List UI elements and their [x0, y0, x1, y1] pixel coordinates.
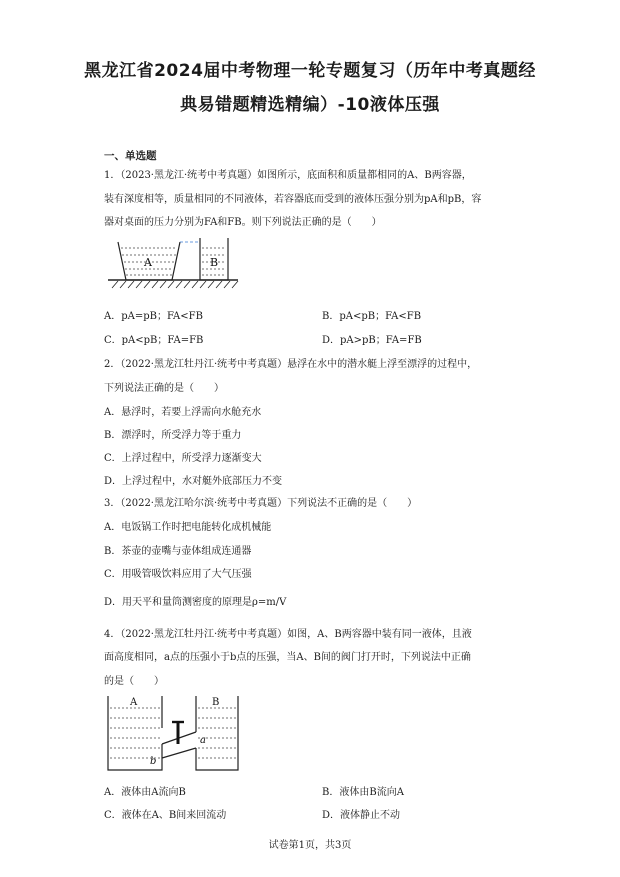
q3-option-d[interactable]: D．用天平和量筒测密度的原理是ρ=m/V: [104, 597, 287, 608]
q2-option-a[interactable]: A．悬浮时，若要上浮需向水舱充水: [104, 407, 262, 418]
q1-option-c[interactable]: C．pA<pB；FA=FB: [104, 335, 204, 346]
q4-option-d[interactable]: D．液体静止不动: [322, 810, 401, 821]
q4-fig-point-b: b: [150, 756, 157, 767]
q3-option-b[interactable]: B．茶壶的壶嘴与壶体组成连通器: [104, 546, 252, 557]
q1-text-line1: 1．（2023·黑龙江·统考中考真题）如图所示，底面积和质量都相同的A、B两容器，: [104, 170, 472, 181]
q1-option-b[interactable]: B．pA<pB；FA<FB: [322, 311, 422, 322]
q1-fig-label-a: A: [144, 256, 152, 269]
q1-option-d[interactable]: D．pA>pB；FA=FB: [322, 335, 422, 346]
q2-option-b[interactable]: B．漂浮时，所受浮力等于重力: [104, 430, 242, 441]
q4-text-line2: 面高度相同，a点的压强小于b点的压强，当A、B间的阀门打开时，下列说法中正确: [104, 652, 471, 663]
section-heading: 一、单选题: [104, 150, 157, 162]
q1-figure: [104, 236, 244, 294]
q4-fig-label-b: B: [212, 697, 220, 708]
doc-title-line2: 典易错题精选精编）-10液体压强: [180, 95, 440, 115]
q4-option-a[interactable]: A．液体由A流向B: [104, 787, 186, 798]
q4-option-b[interactable]: B．液体由B流向A: [322, 787, 404, 798]
q4-option-c[interactable]: C．液体在A、B间来回流动: [104, 810, 227, 821]
q4-figure: [104, 692, 244, 774]
q1-text-line2: 装有深度相等，质量相同的不同液体，若容器底而受到的液体压强分别为pA和pB，容: [104, 194, 482, 205]
q1-text-line3: 器对桌面的压力分别为FA和FB。则下列说法正确的是（ ）: [104, 217, 382, 228]
doc-title-line1: 黑龙江省2024届中考物理一轮专题复习（历年中考真题经: [84, 61, 536, 81]
page-footer: 试卷第1页，共3页: [268, 840, 352, 851]
q2-text-line1: 2．（2022·黑龙江牡丹江·统考中考真题）悬浮在水中的潜水艇上浮至漂浮的过程中，: [104, 359, 478, 370]
q2-option-c[interactable]: C．上浮过程中，所受浮力逐渐变大: [104, 453, 262, 464]
q1-option-a[interactable]: A．pA=pB；FA<FB: [104, 311, 203, 322]
q4-text-line3: 的是（ ）: [104, 676, 164, 687]
q3-option-a[interactable]: A．电饭锅工作时把电能转化成机械能: [104, 522, 272, 533]
q3-option-c[interactable]: C．用吸管吸饮料应用了大气压强: [104, 569, 252, 580]
q2-text-line2: 下列说法正确的是（ ）: [104, 383, 224, 394]
q4-text-line1: 4．（2022·黑龙江牡丹江·统考中考真题）如图，A、B两容器中装有同一液体，且液: [104, 629, 472, 640]
q1-fig-label-b: B: [210, 256, 219, 269]
q4-fig-point-a: a: [200, 735, 206, 746]
q3-text-line1: 3．（2022·黑龙江哈尔滨·统考中考真题）下列说法不正确的是（ ）: [104, 498, 418, 509]
q2-option-d[interactable]: D．上浮过程中，水对艇外底部压力不变: [104, 476, 283, 487]
q4-fig-label-a: A: [130, 697, 138, 708]
